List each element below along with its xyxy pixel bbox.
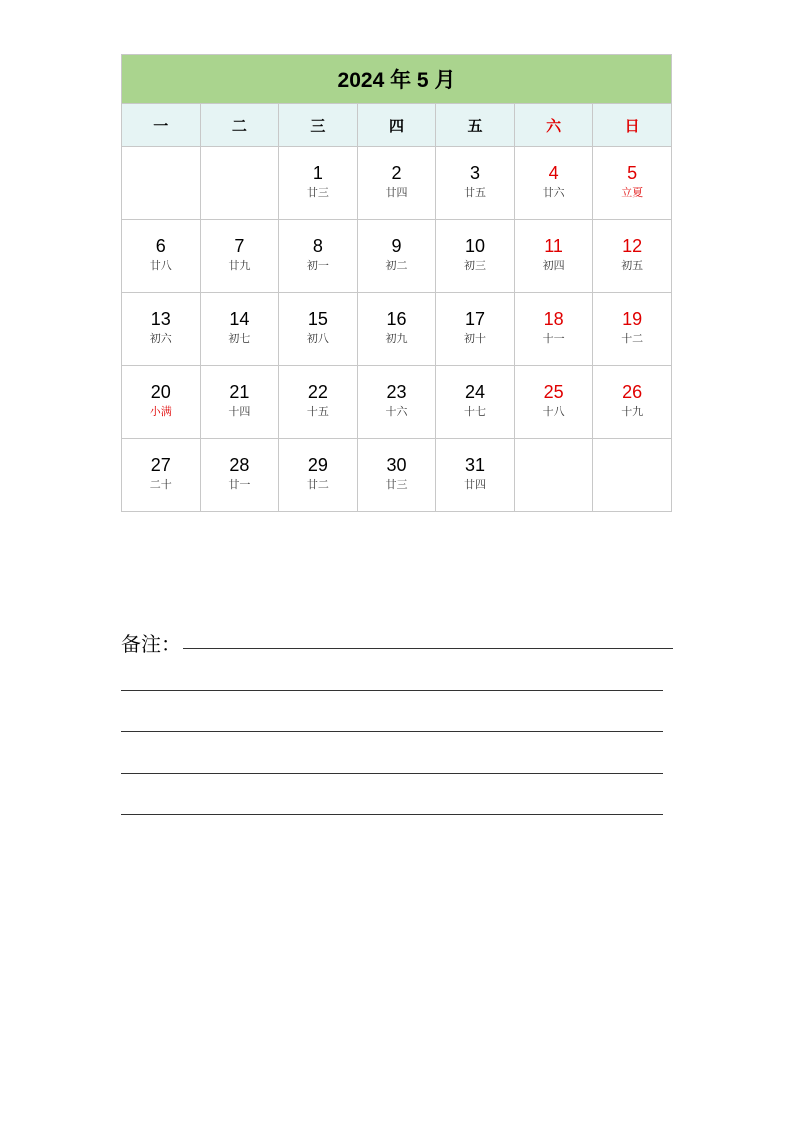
calendar-title: 2024 年 5 月 [122, 55, 672, 104]
lunar-date: 廿二 [306, 478, 329, 491]
lunar-date: 廿四 [385, 186, 408, 199]
weekday-header-row [122, 104, 672, 147]
calendar-day-cell[interactable] [200, 220, 279, 293]
calendar-day-cell[interactable] [436, 147, 515, 220]
lunar-date: 初七 [228, 332, 251, 345]
lunar-date: 初十 [464, 332, 487, 345]
day-number: 7 [234, 236, 245, 256]
day-number: 8 [312, 236, 323, 256]
calendar-table [121, 54, 672, 512]
day-number: 10 [465, 236, 486, 256]
lunar-date: 十九 [621, 405, 644, 418]
day-number: 15 [307, 309, 328, 329]
weekday-header: 二 [200, 104, 279, 147]
lunar-date: 十二 [621, 332, 644, 345]
calendar-day-cell[interactable] [200, 439, 279, 512]
notes-line[interactable] [121, 690, 663, 691]
calendar-week-row [122, 147, 672, 220]
notes-line[interactable] [121, 773, 663, 774]
lunar-date: 廿九 [228, 259, 251, 272]
calendar-day-cell[interactable] [122, 439, 201, 512]
calendar-day-cell[interactable] [200, 293, 279, 366]
lunar-date: 初九 [385, 332, 408, 345]
lunar-date: 初六 [149, 332, 172, 345]
calendar-day-cell[interactable] [279, 366, 358, 439]
calendar-day-cell[interactable] [200, 366, 279, 439]
calendar-week-row [122, 366, 672, 439]
calendar-day-cell[interactable] [357, 366, 436, 439]
calendar-day-cell[interactable] [357, 220, 436, 293]
notes-line[interactable] [121, 731, 663, 732]
calendar-day-cell[interactable] [122, 366, 201, 439]
calendar-day-cell[interactable] [436, 439, 515, 512]
calendar-day-cell[interactable] [357, 439, 436, 512]
calendar-day-cell[interactable] [436, 220, 515, 293]
weekday-header: 日 [593, 104, 672, 147]
calendar-day-cell[interactable] [593, 293, 672, 366]
day-number: 16 [386, 309, 407, 329]
calendar-day-cell[interactable] [279, 293, 358, 366]
weekday-header: 四 [357, 104, 436, 147]
day-number: 24 [465, 382, 486, 402]
weekday-header: 一 [122, 104, 201, 147]
calendar-day-cell[interactable] [514, 220, 593, 293]
day-number: 28 [229, 455, 250, 475]
calendar-day-cell[interactable] [357, 147, 436, 220]
lunar-date: 廿四 [464, 478, 487, 491]
calendar-day-cell[interactable] [593, 147, 672, 220]
weekday-header: 三 [279, 104, 358, 147]
weekday-header: 五 [436, 104, 515, 147]
day-number: 29 [307, 455, 328, 475]
lunar-date: 廿三 [306, 186, 329, 199]
lunar-date: 初四 [542, 259, 565, 272]
lunar-date: 廿五 [464, 186, 487, 199]
calendar-day-cell[interactable] [514, 293, 593, 366]
calendar-week-row [122, 220, 672, 293]
calendar-day-cell[interactable] [122, 293, 201, 366]
day-number: 17 [465, 309, 486, 329]
notes-line[interactable] [183, 648, 673, 649]
day-number: 14 [229, 309, 250, 329]
calendar-day-cell[interactable] [514, 147, 593, 220]
day-number: 4 [548, 163, 559, 183]
calendar-day-cell[interactable] [514, 366, 593, 439]
day-number: 2 [391, 163, 402, 183]
empty-day-cell [200, 147, 279, 220]
lunar-date: 廿六 [542, 186, 565, 199]
solar-term-label: 小满 [149, 405, 172, 418]
lunar-date: 初二 [385, 259, 408, 272]
lunar-date: 十四 [228, 405, 251, 418]
lunar-date: 廿一 [228, 478, 251, 491]
calendar-day-cell[interactable] [593, 366, 672, 439]
lunar-date: 十七 [464, 405, 487, 418]
day-number: 25 [543, 382, 564, 402]
day-number: 1 [312, 163, 323, 183]
lunar-date: 初三 [464, 259, 487, 272]
empty-day-cell [514, 439, 593, 512]
lunar-date: 廿三 [385, 478, 408, 491]
empty-day-cell [593, 439, 672, 512]
day-number: 5 [627, 163, 638, 183]
day-number: 19 [622, 309, 643, 329]
calendar-grid [122, 147, 672, 512]
solar-term-label: 立夏 [621, 186, 644, 199]
day-number: 18 [543, 309, 564, 329]
day-number: 20 [150, 382, 171, 402]
calendar-day-cell[interactable] [593, 220, 672, 293]
calendar-day-cell[interactable] [279, 147, 358, 220]
day-number: 6 [155, 236, 166, 256]
empty-day-cell [122, 147, 201, 220]
calendar-day-cell[interactable] [279, 439, 358, 512]
lunar-date: 初八 [306, 332, 329, 345]
calendar-week-row [122, 293, 672, 366]
day-number: 21 [229, 382, 250, 402]
day-number: 23 [386, 382, 407, 402]
calendar-day-cell[interactable] [436, 293, 515, 366]
lunar-date: 初五 [621, 259, 644, 272]
lunar-date: 十六 [385, 405, 408, 418]
lunar-date: 二十 [149, 478, 172, 491]
notes-line[interactable] [121, 814, 663, 815]
lunar-date: 廿八 [149, 259, 172, 272]
lunar-date: 初一 [306, 259, 329, 272]
day-number: 27 [150, 455, 171, 475]
lunar-date: 十一 [542, 332, 565, 345]
day-number: 13 [150, 309, 171, 329]
calendar-week-row [122, 439, 672, 512]
day-number: 30 [386, 455, 407, 475]
lunar-date: 十五 [306, 405, 329, 418]
calendar-day-cell[interactable] [357, 293, 436, 366]
day-number: 26 [622, 382, 643, 402]
day-number: 12 [622, 236, 643, 256]
day-number: 31 [465, 455, 486, 475]
weekday-header: 六 [514, 104, 593, 147]
day-number: 11 [544, 236, 563, 256]
day-number: 9 [391, 236, 402, 256]
notes-label: 备注： [121, 632, 181, 656]
calendar-day-cell[interactable] [436, 366, 515, 439]
calendar-day-cell[interactable] [279, 220, 358, 293]
calendar-day-cell[interactable] [122, 220, 201, 293]
lunar-date: 十八 [542, 405, 565, 418]
day-number: 22 [307, 382, 328, 402]
day-number: 3 [470, 163, 481, 183]
